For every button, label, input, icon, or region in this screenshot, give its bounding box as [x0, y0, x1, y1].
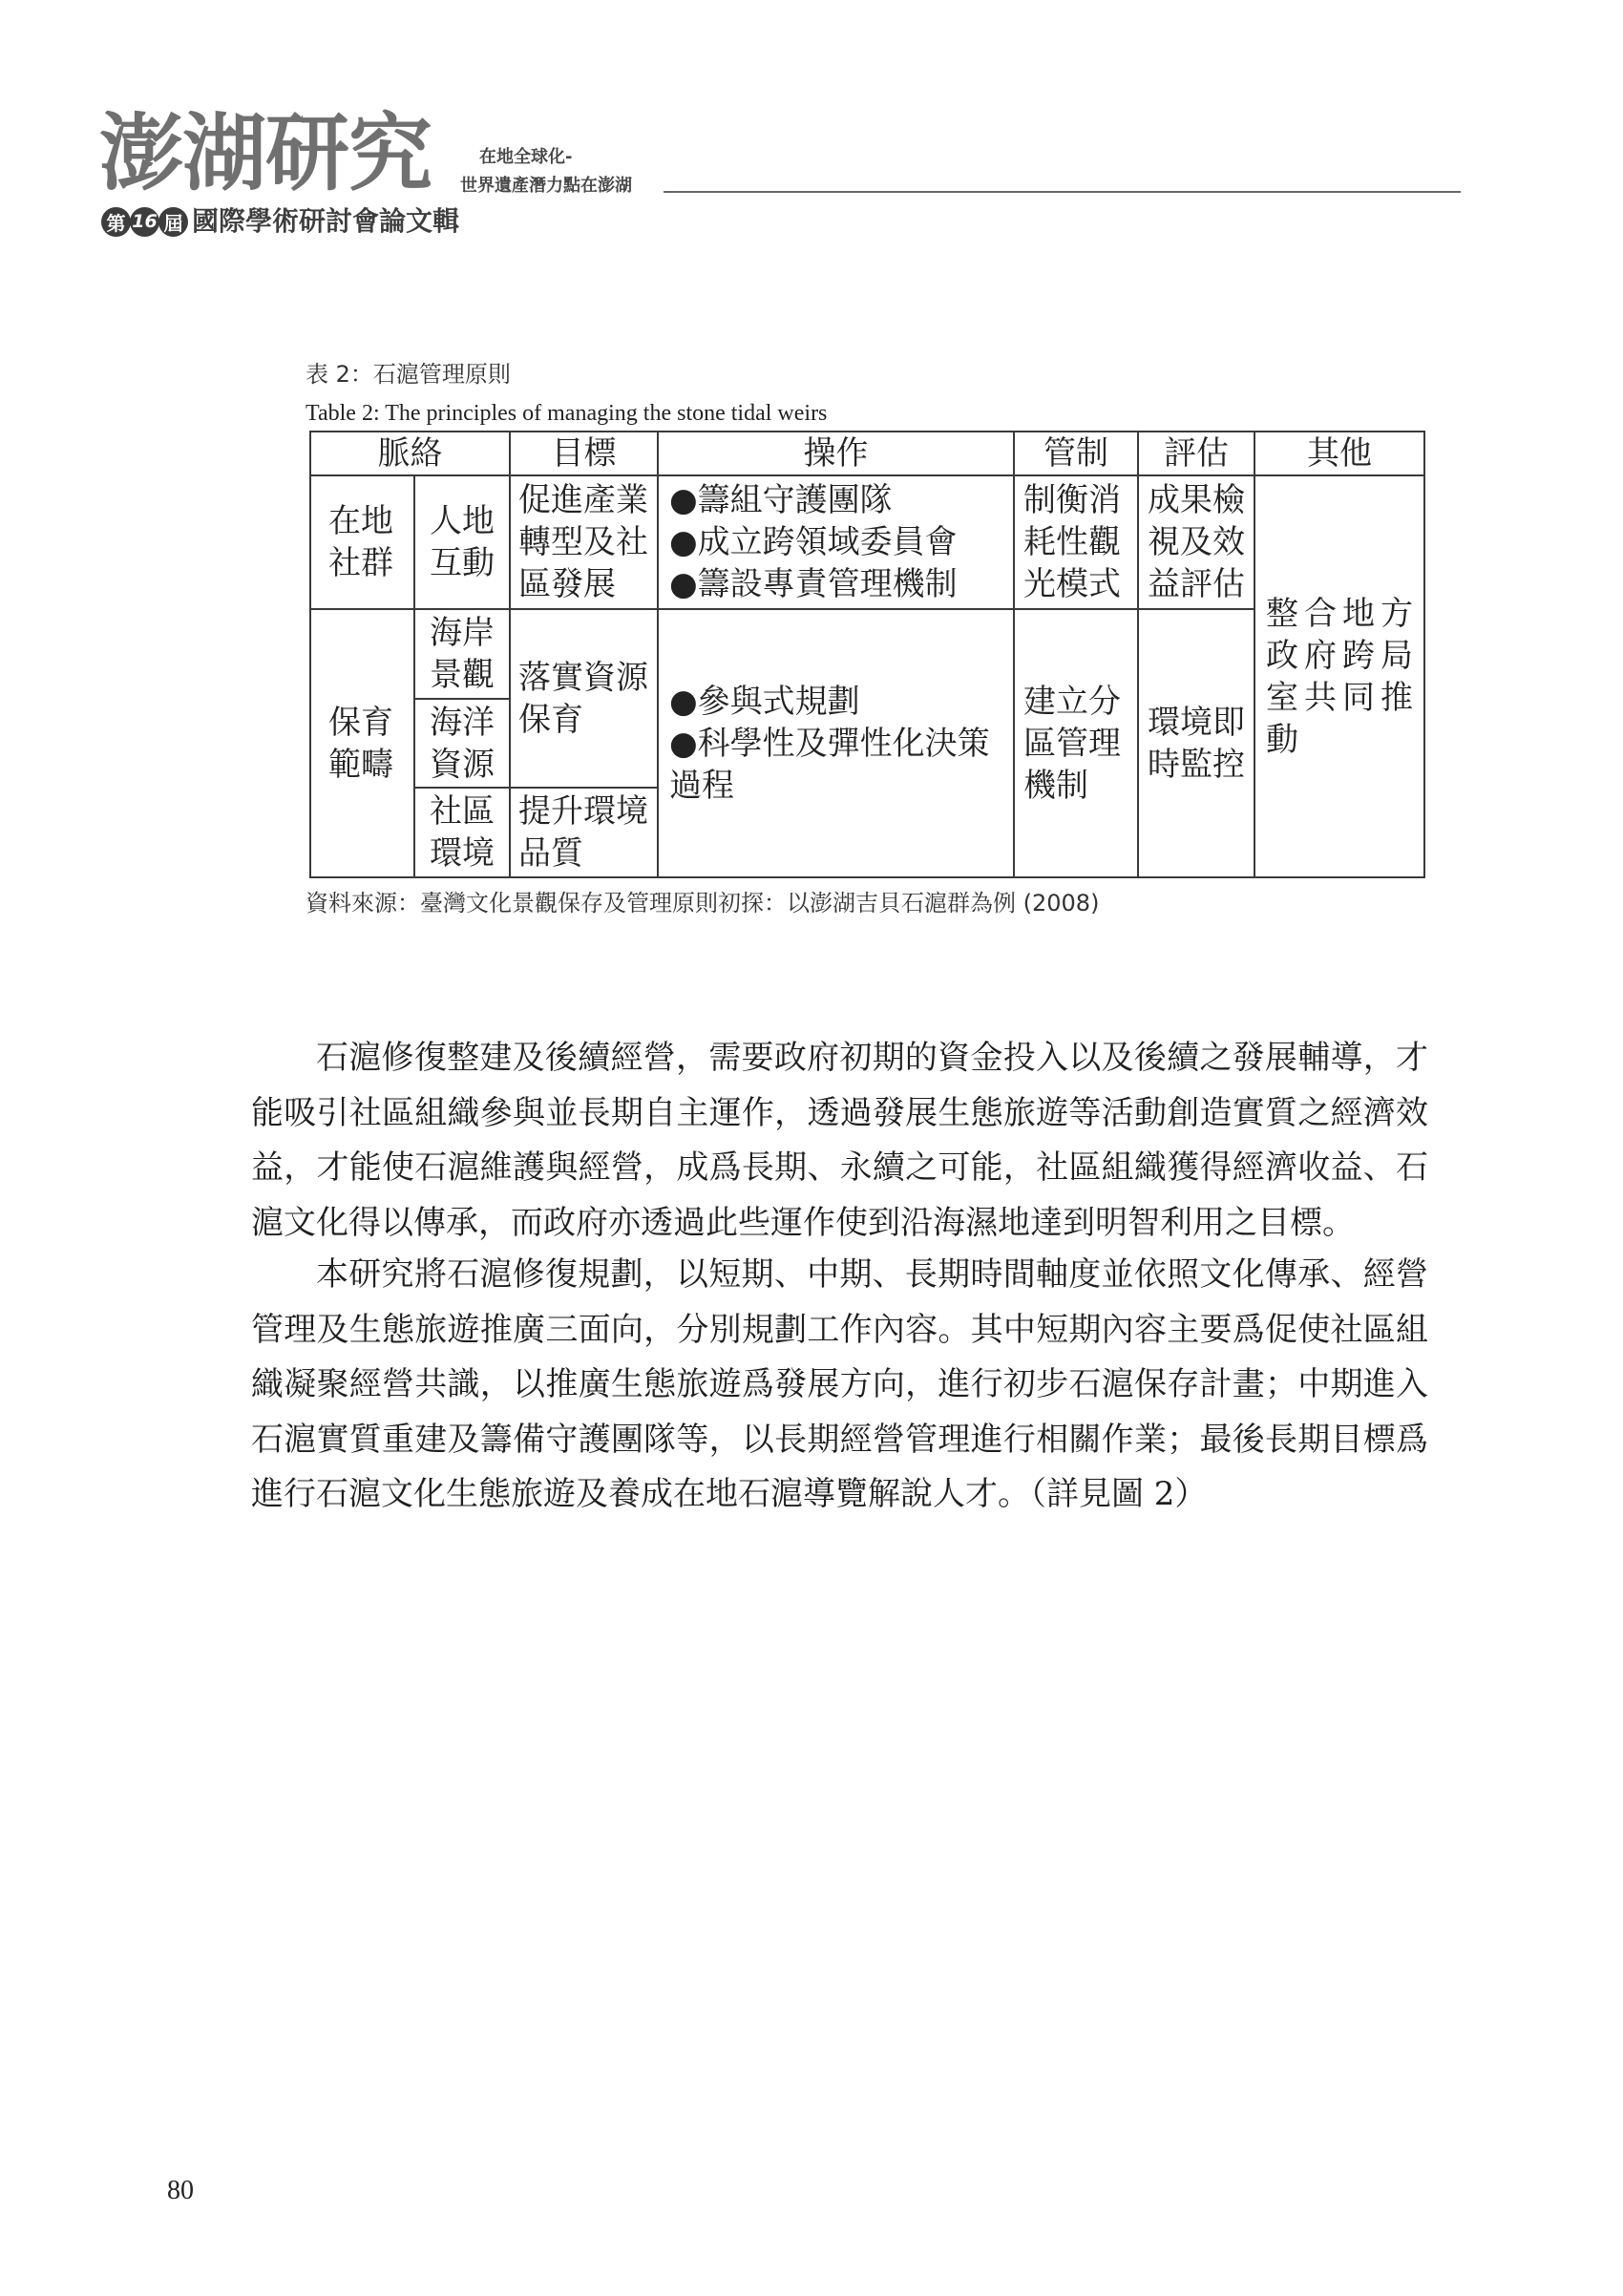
cell-line: 益評估 — [1148, 565, 1245, 603]
cell-line: 景觀 — [430, 656, 495, 694]
cell-conservation-control — [1014, 609, 1138, 877]
cell-line: ●籌組守護團隊 — [669, 481, 893, 519]
cell-line: 在地 — [328, 502, 393, 540]
edition-line — [101, 204, 459, 239]
cell-line: ●成立跨領域委員會 — [669, 523, 958, 561]
cell-line: 光模式 — [1023, 565, 1121, 603]
cell-line: 區管理 — [1023, 724, 1121, 763]
cell-line: 海岸 — [430, 614, 495, 652]
conference-theme-line-1: 在地全球化- — [479, 147, 573, 167]
cell-other — [1254, 475, 1424, 877]
header-control: 管制 — [1014, 432, 1138, 475]
body-line: 進行石滬文化生態旅遊及養成在地石滬導覽解說人才。（詳見圖 2） — [251, 1475, 1208, 1513]
body-line: 石滬實質重建及籌備守護團隊等，以長期經營管理進行相關作業；最後長期目標爲 — [251, 1420, 1428, 1459]
body-line: 織凝聚經營共識，以推廣生態旅遊爲發展方向，進行初步石滬保存計畫；中期進入 — [251, 1365, 1428, 1403]
cell-line: 環境即 — [1148, 703, 1245, 742]
cell-line: 社群 — [328, 544, 393, 582]
journal-logo: 澎湖研究 — [99, 103, 432, 202]
cell-line: 區發展 — [518, 565, 616, 603]
cell-line: 海洋 — [430, 703, 495, 742]
table-caption-english: Table 2: The principles of managing the stone tidal weirs — [306, 401, 828, 426]
cell-line: 政府跨局 — [1266, 636, 1419, 675]
body-line: 石滬修復整建及後續經營，需要政府初期的資金投入以及後續之發展輔導，才 — [316, 1039, 1428, 1077]
header-divider — [664, 191, 1461, 193]
cell-line: 提升環境 — [518, 792, 648, 831]
body-line: 滬文化得以傳承，而政府亦透過此些運作使到沿海濕地達到明智利用之目標。 — [251, 1203, 1355, 1242]
cell-line: 制衡消 — [1023, 481, 1121, 519]
cell-line: ●參與式規劃 — [669, 682, 860, 721]
cell-line: ●籌設專責管理機制 — [669, 565, 958, 603]
cell-community-context — [310, 475, 414, 609]
table-source-note: 資料來源：臺灣文化景觀保存及管理原則初探：以澎湖吉貝石滬群為例 (2008) — [306, 890, 1100, 916]
cell-conservation-context — [310, 609, 414, 877]
cell-line: 整合地方 — [1266, 594, 1419, 633]
cell-community-aspect — [414, 475, 510, 609]
cell-line: 建立分 — [1023, 682, 1121, 721]
cell-line: 社區 — [430, 792, 495, 831]
cell-line: 動 — [1266, 720, 1304, 759]
table-caption-chinese: 表 2：石滬管理原則 — [306, 361, 511, 388]
cell-line: 環境 — [430, 834, 495, 873]
cell-community-goal — [510, 475, 658, 609]
proceedings-title: 國際學術研討會論文輯 — [192, 205, 460, 237]
cell-line: 互動 — [430, 544, 495, 582]
cell-conservation-goal-environment — [510, 788, 658, 877]
cell-line: 視及效 — [1148, 523, 1245, 561]
edition-suffix-badge: 屆 — [158, 207, 188, 237]
cell-line: 過程 — [669, 766, 734, 805]
table-row-community — [310, 475, 1424, 609]
cell-line: 耗性觀 — [1023, 523, 1121, 561]
conference-theme-line-2: 世界遺產潛力點在澎湖 — [460, 176, 632, 196]
cell-line: 成果檢 — [1148, 481, 1245, 519]
cell-line: 轉型及社 — [518, 523, 648, 561]
cell-line: 促進產業 — [518, 481, 648, 519]
body-line: 本研究將石滬修復規劃，以短期、中期、長期時間軸度並依照文化傳承、經營 — [316, 1255, 1428, 1294]
header-other: 其他 — [1254, 432, 1424, 475]
body-line: 益，才能使石滬維護與經營，成爲長期、永續之可能，社區組織獲得經濟收益、石 — [251, 1148, 1428, 1187]
management-principles-table — [309, 431, 1425, 878]
cell-conservation-aspect-community — [414, 788, 510, 877]
cell-line: ●科學性及彈性化決策 — [669, 724, 990, 763]
body-line: 能吸引社區組織參與並長期自主運作，透過發展生態旅遊等活動創造實質之經濟效 — [251, 1093, 1428, 1132]
edition-number-badge: 16 — [130, 207, 159, 237]
cell-line: 保育 — [518, 700, 583, 739]
cell-line: 品質 — [518, 834, 583, 873]
cell-line: 時監控 — [1148, 745, 1245, 784]
cell-line: 範疇 — [328, 745, 393, 784]
cell-line: 保育 — [328, 703, 393, 742]
cell-conservation-aspect-ocean — [414, 699, 510, 788]
cell-line: 人地 — [430, 502, 495, 540]
cell-conservation-aspect-coast — [414, 609, 510, 699]
cell-conservation-evaluation — [1138, 609, 1254, 877]
cell-line: 機制 — [1023, 766, 1088, 805]
body-line: 管理及生態旅遊推廣三面向，分別規劃工作內容。其中短期內容主要爲促使社區組 — [251, 1310, 1428, 1349]
cell-line: 落實資源 — [518, 658, 648, 697]
edition-prefix-badge: 第 — [101, 207, 131, 237]
header-goal: 目標 — [510, 432, 658, 475]
cell-line: 資源 — [430, 745, 495, 784]
header-context: 脈絡 — [310, 432, 510, 475]
body-paragraph-1 — [251, 1031, 1428, 1251]
body-paragraph-2 — [251, 1248, 1428, 1523]
table-header-row — [310, 432, 1424, 475]
header-operation: 操作 — [658, 432, 1014, 475]
header-evaluation: 評估 — [1138, 432, 1254, 475]
cell-conservation-operation — [658, 609, 1014, 877]
page-number: 80 — [167, 2176, 194, 2205]
cell-conservation-goal-resources — [510, 609, 658, 788]
cell-line: 室共同推 — [1266, 678, 1419, 717]
cell-community-control — [1014, 475, 1138, 609]
cell-community-operation — [658, 475, 1014, 609]
cell-community-evaluation — [1138, 475, 1254, 609]
